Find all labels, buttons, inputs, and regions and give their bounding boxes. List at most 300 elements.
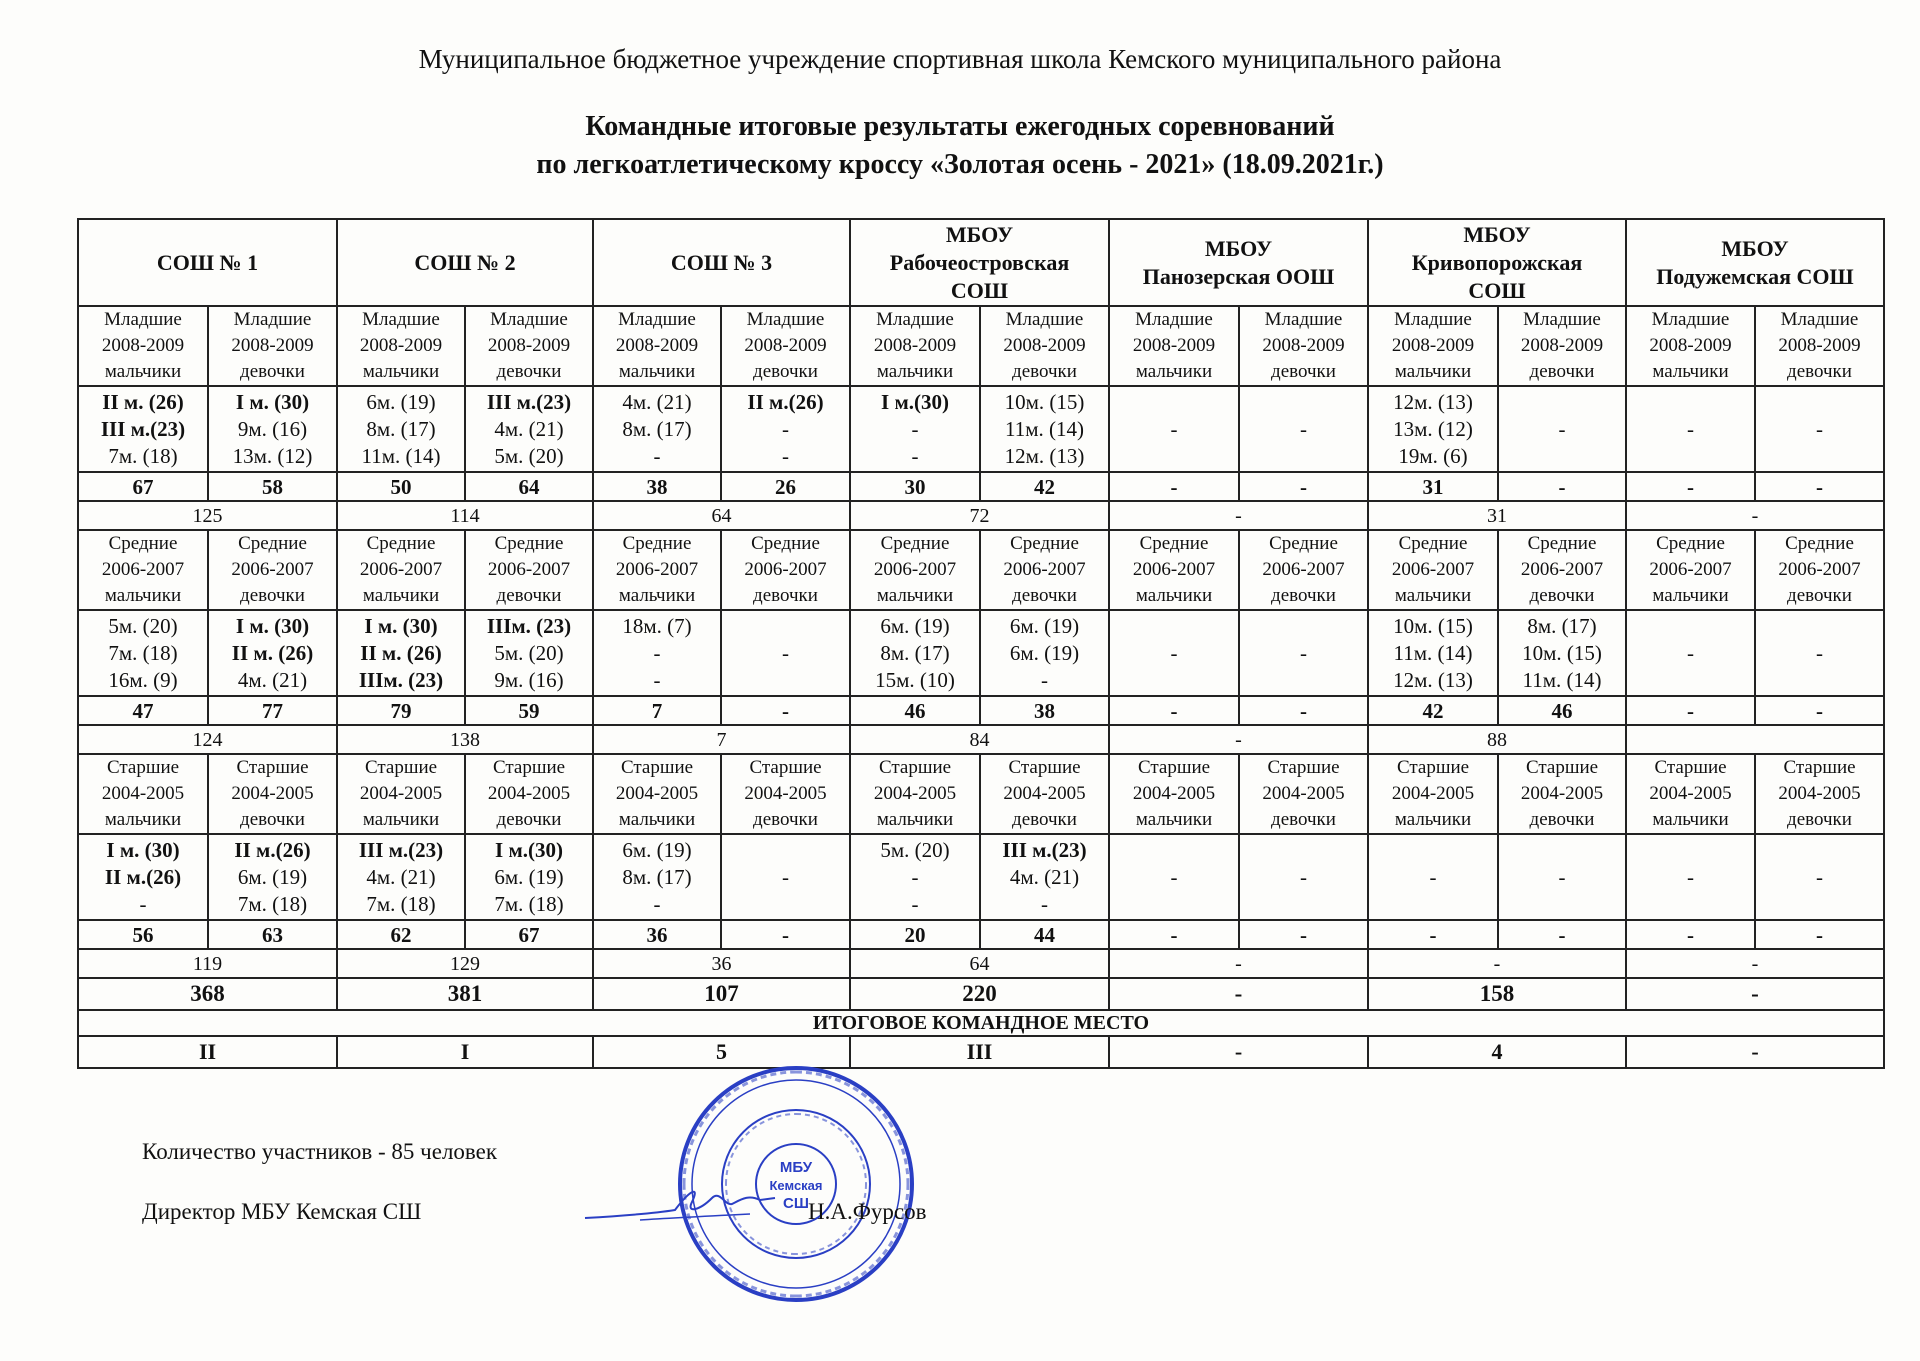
points-cell: 50 bbox=[337, 472, 465, 501]
result-line: - bbox=[782, 640, 789, 665]
category-line: Старшие bbox=[1267, 757, 1340, 778]
result-line: 4м. (21) bbox=[366, 864, 436, 889]
result-cell bbox=[1368, 610, 1498, 696]
category-cell bbox=[465, 306, 593, 386]
final-place-cell: - bbox=[1109, 1036, 1368, 1068]
category-cell bbox=[593, 530, 721, 610]
category-line: Младшие bbox=[1651, 309, 1730, 330]
category-cell bbox=[1239, 306, 1368, 386]
result-line: - bbox=[911, 864, 919, 889]
school-total-cell: 64 bbox=[593, 501, 850, 530]
grand-total-cell: - bbox=[1109, 978, 1368, 1010]
result-line: - bbox=[1816, 640, 1823, 665]
category-line: 2006-2007 bbox=[873, 559, 957, 580]
result-line: 8м. (17) bbox=[1527, 613, 1597, 638]
points-cell: - bbox=[1626, 920, 1755, 949]
result-line: 12м. (13) bbox=[1393, 667, 1473, 692]
points-cell: 36 bbox=[593, 920, 721, 949]
points-cell: - bbox=[1239, 920, 1368, 949]
category-line: 2008-2009 bbox=[873, 335, 957, 356]
category-line: 2006-2007 bbox=[487, 559, 571, 580]
result-cell bbox=[78, 834, 208, 920]
participants-count: Количество участников - 85 человек bbox=[142, 1139, 498, 1164]
category-line: мальчики bbox=[362, 361, 440, 382]
grand-total-cell: 158 bbox=[1368, 978, 1626, 1010]
result-line: - bbox=[653, 443, 661, 468]
result-cell bbox=[1498, 386, 1626, 472]
school-total-cell: 72 bbox=[850, 501, 1109, 530]
result-line: 4м. (21) bbox=[1009, 864, 1080, 889]
points-cell: - bbox=[1239, 696, 1368, 725]
category-cell bbox=[1626, 306, 1755, 386]
grand-total-cell: 381 bbox=[337, 978, 593, 1010]
category-line: 2004-2005 bbox=[359, 783, 443, 804]
result-cell bbox=[721, 610, 850, 696]
category-cell bbox=[850, 530, 980, 610]
points-row bbox=[78, 920, 1884, 949]
organization-name: Муниципальное бюджетное учреждение спортивная школа Кемского муниципального района bbox=[418, 44, 1502, 74]
result-line: 6м. (19) bbox=[366, 389, 436, 414]
category-cell bbox=[1755, 530, 1884, 610]
school-name-line: МБОУ bbox=[1721, 235, 1789, 261]
director-title: Директор МБУ Кемская СШ bbox=[142, 1199, 422, 1224]
result-line: - bbox=[782, 864, 789, 889]
points-cell: - bbox=[1239, 472, 1368, 501]
result-line: - bbox=[139, 891, 147, 916]
category-line: 2004-2005 bbox=[487, 783, 571, 804]
school-header-cell bbox=[337, 219, 593, 306]
category-line: Младшие bbox=[618, 309, 696, 330]
grand-total-cell: - bbox=[1626, 978, 1884, 1010]
points-cell: 62 bbox=[337, 920, 465, 949]
result-cell bbox=[1755, 386, 1884, 472]
school-name-line: Рабочеостровская bbox=[889, 249, 1070, 275]
category-line: 2006-2007 bbox=[615, 559, 699, 580]
result-cell bbox=[465, 610, 593, 696]
school-total-cell bbox=[1626, 725, 1884, 754]
category-line: мальчики bbox=[362, 809, 440, 830]
result-line: - bbox=[1170, 640, 1178, 665]
result-line: 16м. (9) bbox=[108, 667, 178, 692]
result-line: - bbox=[1300, 640, 1307, 665]
result-cell bbox=[1109, 610, 1239, 696]
category-line: Младшие bbox=[1394, 309, 1472, 330]
category-line: Средние bbox=[238, 533, 307, 554]
category-line: 2008-2009 bbox=[615, 335, 699, 356]
result-line: - bbox=[653, 891, 661, 916]
points-cell: 42 bbox=[1368, 696, 1498, 725]
result-line: - bbox=[653, 667, 661, 692]
result-cell bbox=[337, 610, 465, 696]
category-line: 2004-2005 bbox=[101, 783, 185, 804]
category-line: Средние bbox=[1527, 533, 1597, 554]
category-line: 2008-2009 bbox=[1262, 335, 1345, 356]
category-line: Средние bbox=[1269, 533, 1338, 554]
points-cell: - bbox=[1368, 920, 1498, 949]
result-line: 4м. (21) bbox=[494, 416, 564, 441]
result-line: 5м. (20) bbox=[494, 640, 564, 665]
school-total-cell: - bbox=[1109, 501, 1368, 530]
category-line: Старшие bbox=[492, 757, 566, 778]
result-line: - bbox=[782, 416, 789, 441]
school-name-line: СОШ bbox=[950, 277, 1009, 303]
result-line: - bbox=[1687, 640, 1694, 665]
grand-total-row bbox=[78, 978, 1884, 1010]
result-line: 8м. (17) bbox=[622, 416, 692, 441]
result-cell bbox=[1498, 610, 1626, 696]
category-line: Средние bbox=[494, 533, 564, 554]
points-cell: 47 bbox=[78, 696, 208, 725]
category-cell bbox=[1368, 306, 1498, 386]
category-line: Младшие bbox=[1523, 309, 1601, 330]
category-line: Старшие bbox=[1137, 757, 1211, 778]
result-line: I м.(30) bbox=[495, 837, 563, 862]
result-line: III м.(23) bbox=[486, 389, 572, 414]
result-line: III м.(23) bbox=[1002, 837, 1087, 862]
points-cell: - bbox=[1498, 920, 1626, 949]
title-line-1: Командные итоговые результаты ежегодных соревнований bbox=[585, 111, 1335, 142]
category-line: Средние bbox=[751, 533, 820, 554]
result-line: II м.(26) bbox=[104, 864, 182, 889]
category-line: Средние bbox=[622, 533, 692, 554]
category-line: 2004-2005 bbox=[615, 783, 699, 804]
result-line: - bbox=[1300, 864, 1307, 889]
category-line: девочки bbox=[1271, 585, 1336, 606]
category-cell bbox=[337, 754, 465, 834]
points-cell: 67 bbox=[78, 472, 208, 501]
category-cell bbox=[1755, 754, 1884, 834]
category-cell bbox=[1755, 306, 1884, 386]
result-line: 11м. (14) bbox=[1005, 416, 1084, 441]
results-row bbox=[78, 386, 1884, 472]
result-line: - bbox=[1558, 416, 1566, 441]
result-cell bbox=[465, 834, 593, 920]
result-line: 12м. (13) bbox=[1004, 443, 1085, 468]
result-line: II м.(26) bbox=[234, 837, 311, 862]
result-line: 5м. (20) bbox=[494, 443, 564, 468]
result-line: 12м. (13) bbox=[1393, 389, 1473, 414]
points-row bbox=[78, 696, 1884, 725]
category-line: Старшие bbox=[878, 757, 952, 778]
points-cell: - bbox=[1626, 472, 1755, 501]
school-name-line: СОШ № 3 bbox=[670, 249, 773, 275]
category-line: 2008-2009 bbox=[744, 335, 827, 356]
points-cell: 31 bbox=[1368, 472, 1498, 501]
school-header-cell bbox=[1109, 219, 1368, 306]
category-line: мальчики bbox=[362, 585, 440, 606]
svg-text:МБУ: МБУ bbox=[779, 1159, 813, 1176]
result-line: 8м. (17) bbox=[880, 640, 950, 665]
category-line: мальчики bbox=[1652, 361, 1729, 382]
category-line: Младшие bbox=[490, 309, 568, 330]
points-cell: 26 bbox=[721, 472, 850, 501]
category-cell bbox=[1498, 754, 1626, 834]
points-cell: 46 bbox=[1498, 696, 1626, 725]
result-line: 8м. (17) bbox=[366, 416, 436, 441]
school-total-cell: 119 bbox=[78, 949, 337, 978]
category-line: Младшие bbox=[1005, 309, 1084, 330]
school-total-cell: 88 bbox=[1368, 725, 1626, 754]
result-cell bbox=[78, 386, 208, 472]
result-line: - bbox=[1816, 864, 1823, 889]
result-line: - bbox=[782, 443, 789, 468]
points-cell: 64 bbox=[465, 472, 593, 501]
category-line: девочки bbox=[1787, 361, 1852, 382]
result-cell bbox=[1239, 834, 1368, 920]
category-cell bbox=[208, 530, 337, 610]
final-place-cell: - bbox=[1626, 1036, 1884, 1068]
result-line: II м. (26) bbox=[360, 640, 442, 665]
points-cell: 56 bbox=[78, 920, 208, 949]
result-line: II м.(26) bbox=[747, 389, 824, 414]
category-line: Средние bbox=[1398, 533, 1468, 554]
result-line: 7м. (18) bbox=[494, 891, 564, 916]
result-line: - bbox=[1170, 864, 1178, 889]
category-cell bbox=[208, 754, 337, 834]
result-cell bbox=[980, 610, 1109, 696]
result-cell bbox=[208, 610, 337, 696]
category-cell bbox=[980, 754, 1109, 834]
result-line: 18м. (7) bbox=[622, 613, 692, 638]
category-line: 2006-2007 bbox=[1132, 559, 1216, 580]
category-line: Средние bbox=[880, 533, 950, 554]
category-line: мальчики bbox=[618, 361, 696, 382]
result-line: 11м. (14) bbox=[1393, 640, 1473, 665]
school-total-cell: - bbox=[1109, 725, 1368, 754]
points-cell: - bbox=[1755, 920, 1884, 949]
category-row bbox=[78, 754, 1884, 834]
category-cell bbox=[593, 306, 721, 386]
result-line: 13м. (12) bbox=[232, 443, 313, 468]
result-line: - bbox=[1429, 864, 1437, 889]
final-place-cell: III bbox=[850, 1036, 1109, 1068]
result-line: I м.(30) bbox=[881, 389, 949, 414]
result-line: 11м. (14) bbox=[361, 443, 441, 468]
points-cell: - bbox=[1109, 696, 1239, 725]
result-line: 15м. (10) bbox=[875, 667, 955, 692]
category-cell bbox=[1368, 530, 1498, 610]
result-line: 6м. (19) bbox=[494, 864, 564, 889]
category-line: Младшие bbox=[1264, 309, 1343, 330]
category-cell bbox=[1498, 530, 1626, 610]
result-line: 9м. (16) bbox=[494, 667, 564, 692]
points-cell: 38 bbox=[980, 696, 1109, 725]
category-cell bbox=[465, 530, 593, 610]
category-cell bbox=[1368, 754, 1498, 834]
category-line: 2006-2007 bbox=[1003, 559, 1086, 580]
result-cell bbox=[337, 834, 465, 920]
result-cell bbox=[1755, 834, 1884, 920]
category-line: мальчики bbox=[1135, 585, 1213, 606]
result-line: - bbox=[911, 443, 919, 468]
result-cell bbox=[208, 386, 337, 472]
points-cell: 20 bbox=[850, 920, 980, 949]
category-line: девочки bbox=[753, 809, 818, 830]
points-cell: 38 bbox=[593, 472, 721, 501]
result-line: 8м. (17) bbox=[622, 864, 692, 889]
school-total-cell: - bbox=[1109, 949, 1368, 978]
school-total-cell: 114 bbox=[337, 501, 593, 530]
grand-total-cell: 107 bbox=[593, 978, 850, 1010]
school-total-cell: - bbox=[1626, 949, 1884, 978]
category-line: 2004-2005 bbox=[1132, 783, 1216, 804]
director-name: Н.А.Фурсов bbox=[808, 1199, 927, 1224]
school-name-line: Кривопорожская bbox=[1411, 249, 1583, 275]
result-line: 5м. (20) bbox=[108, 613, 178, 638]
final-place-cell: II bbox=[78, 1036, 337, 1068]
result-cell bbox=[465, 386, 593, 472]
category-line: Средние bbox=[1139, 533, 1209, 554]
title-line-2: по легкоатлетическому кроссу «Золотая осень - 2021» (18.09.2021г.) bbox=[536, 149, 1384, 180]
category-line: 2008-2009 bbox=[1778, 335, 1861, 356]
category-cell bbox=[337, 306, 465, 386]
result-cell bbox=[1368, 834, 1498, 920]
final-place-cell: 4 bbox=[1368, 1036, 1626, 1068]
category-line: Старшие bbox=[236, 757, 309, 778]
category-line: Средние bbox=[1656, 533, 1725, 554]
final-place-row bbox=[78, 1036, 1884, 1068]
category-line: мальчики bbox=[1135, 809, 1213, 830]
result-line: IIIм. (23) bbox=[358, 667, 444, 692]
category-line: мальчики bbox=[104, 585, 182, 606]
category-line: Младшие bbox=[233, 309, 312, 330]
category-line: девочки bbox=[753, 585, 818, 606]
category-line: 2004-2005 bbox=[744, 783, 827, 804]
result-line: III м.(23) bbox=[100, 416, 186, 441]
result-cell bbox=[593, 610, 721, 696]
result-line: II м. (26) bbox=[102, 389, 184, 414]
school-total-cell: 31 bbox=[1368, 501, 1626, 530]
school-header-cell bbox=[850, 219, 1109, 306]
category-line: мальчики bbox=[104, 809, 182, 830]
category-cell bbox=[593, 754, 721, 834]
result-cell bbox=[593, 386, 721, 472]
category-line: девочки bbox=[753, 361, 818, 382]
category-line: девочки bbox=[496, 809, 562, 830]
points-cell: 58 bbox=[208, 472, 337, 501]
category-line: 2008-2009 bbox=[1391, 335, 1475, 356]
category-line: 2004-2005 bbox=[1649, 783, 1732, 804]
category-line: 2008-2009 bbox=[1132, 335, 1216, 356]
school-header-cell bbox=[1626, 219, 1884, 306]
points-cell: - bbox=[1498, 472, 1626, 501]
result-line: 13м. (12) bbox=[1393, 416, 1473, 441]
category-line: 2004-2005 bbox=[873, 783, 957, 804]
category-cell bbox=[850, 306, 980, 386]
document-title bbox=[0, 108, 1920, 184]
result-line: 5м. (20) bbox=[880, 837, 950, 862]
points-cell: 79 bbox=[337, 696, 465, 725]
result-line: 7м. (18) bbox=[237, 891, 308, 916]
school-total-cell: - bbox=[1626, 501, 1884, 530]
category-cell bbox=[721, 754, 850, 834]
category-line: 2004-2005 bbox=[1262, 783, 1345, 804]
result-line: - bbox=[1041, 667, 1048, 692]
category-line: мальчики bbox=[876, 361, 954, 382]
result-cell bbox=[1626, 386, 1755, 472]
result-cell bbox=[1109, 386, 1239, 472]
category-line: Средние bbox=[1785, 533, 1854, 554]
result-cell bbox=[980, 386, 1109, 472]
result-cell bbox=[593, 834, 721, 920]
category-cell bbox=[721, 530, 850, 610]
points-cell: 7 bbox=[593, 696, 721, 725]
points-cell: 67 bbox=[465, 920, 593, 949]
category-line: Старшие bbox=[1783, 757, 1856, 778]
school-total-cell: 124 bbox=[78, 725, 337, 754]
category-row bbox=[78, 530, 1884, 610]
category-line: мальчики bbox=[104, 361, 182, 382]
school-total-cell: 129 bbox=[337, 949, 593, 978]
results-table bbox=[77, 218, 1885, 1069]
result-line: 19м. (6) bbox=[1398, 443, 1468, 468]
result-cell bbox=[980, 834, 1109, 920]
points-cell: - bbox=[721, 696, 850, 725]
category-line: девочки bbox=[1012, 361, 1077, 382]
category-line: Старшие bbox=[1396, 757, 1470, 778]
result-line: I м. (30) bbox=[364, 613, 438, 638]
school-name-line: СОШ № 2 bbox=[414, 249, 516, 275]
category-line: Старшие bbox=[364, 757, 438, 778]
category-line: 2004-2005 bbox=[1391, 783, 1475, 804]
category-line: Старшие bbox=[1525, 757, 1599, 778]
category-line: девочки bbox=[240, 809, 305, 830]
result-line: I м. (30) bbox=[106, 837, 180, 862]
svg-text:Кемская: Кемская bbox=[769, 1178, 823, 1193]
category-line: Старшие bbox=[1008, 757, 1081, 778]
school-header-cell bbox=[78, 219, 337, 306]
category-line: девочки bbox=[496, 361, 562, 382]
category-line: 2006-2007 bbox=[1520, 559, 1604, 580]
result-line: - bbox=[653, 640, 661, 665]
result-line: 9м. (16) bbox=[237, 416, 308, 441]
category-line: 2006-2007 bbox=[231, 559, 314, 580]
category-cell bbox=[337, 530, 465, 610]
category-cell bbox=[1626, 754, 1755, 834]
category-line: Средние bbox=[108, 533, 178, 554]
category-line: Старшие bbox=[1654, 757, 1727, 778]
final-place-label-row bbox=[78, 1010, 1884, 1036]
category-line: 2008-2009 bbox=[487, 335, 571, 356]
result-cell bbox=[1368, 386, 1498, 472]
category-line: 2006-2007 bbox=[1778, 559, 1861, 580]
points-cell: - bbox=[1109, 472, 1239, 501]
category-line: Старшие bbox=[620, 757, 694, 778]
final-place-label: ИТОГОВОЕ КОМАНДНОЕ МЕСТО bbox=[78, 1010, 1884, 1036]
category-line: 2006-2007 bbox=[359, 559, 443, 580]
school-name-line: Подужемская СОШ bbox=[1656, 263, 1854, 289]
category-line: 2006-2007 bbox=[744, 559, 827, 580]
school-total-cell: 64 bbox=[850, 949, 1109, 978]
result-line: 6м. (19) bbox=[622, 837, 692, 862]
category-line: девочки bbox=[240, 585, 305, 606]
result-line: 7м. (18) bbox=[366, 891, 436, 916]
result-line: 10м. (15) bbox=[1393, 613, 1473, 638]
result-line: 6м. (19) bbox=[1009, 613, 1080, 638]
category-line: девочки bbox=[240, 361, 305, 382]
category-line: 2008-2009 bbox=[359, 335, 443, 356]
category-line: Младшие bbox=[1135, 309, 1213, 330]
result-line: - bbox=[911, 891, 919, 916]
school-total-cell: 84 bbox=[850, 725, 1109, 754]
category-line: девочки bbox=[1787, 809, 1852, 830]
result-line: 6м. (19) bbox=[237, 864, 308, 889]
result-line: I м. (30) bbox=[235, 389, 310, 414]
result-line: II м. (26) bbox=[231, 640, 314, 665]
school-total-cell: 125 bbox=[78, 501, 337, 530]
category-cell bbox=[1239, 530, 1368, 610]
points-row bbox=[78, 472, 1884, 501]
